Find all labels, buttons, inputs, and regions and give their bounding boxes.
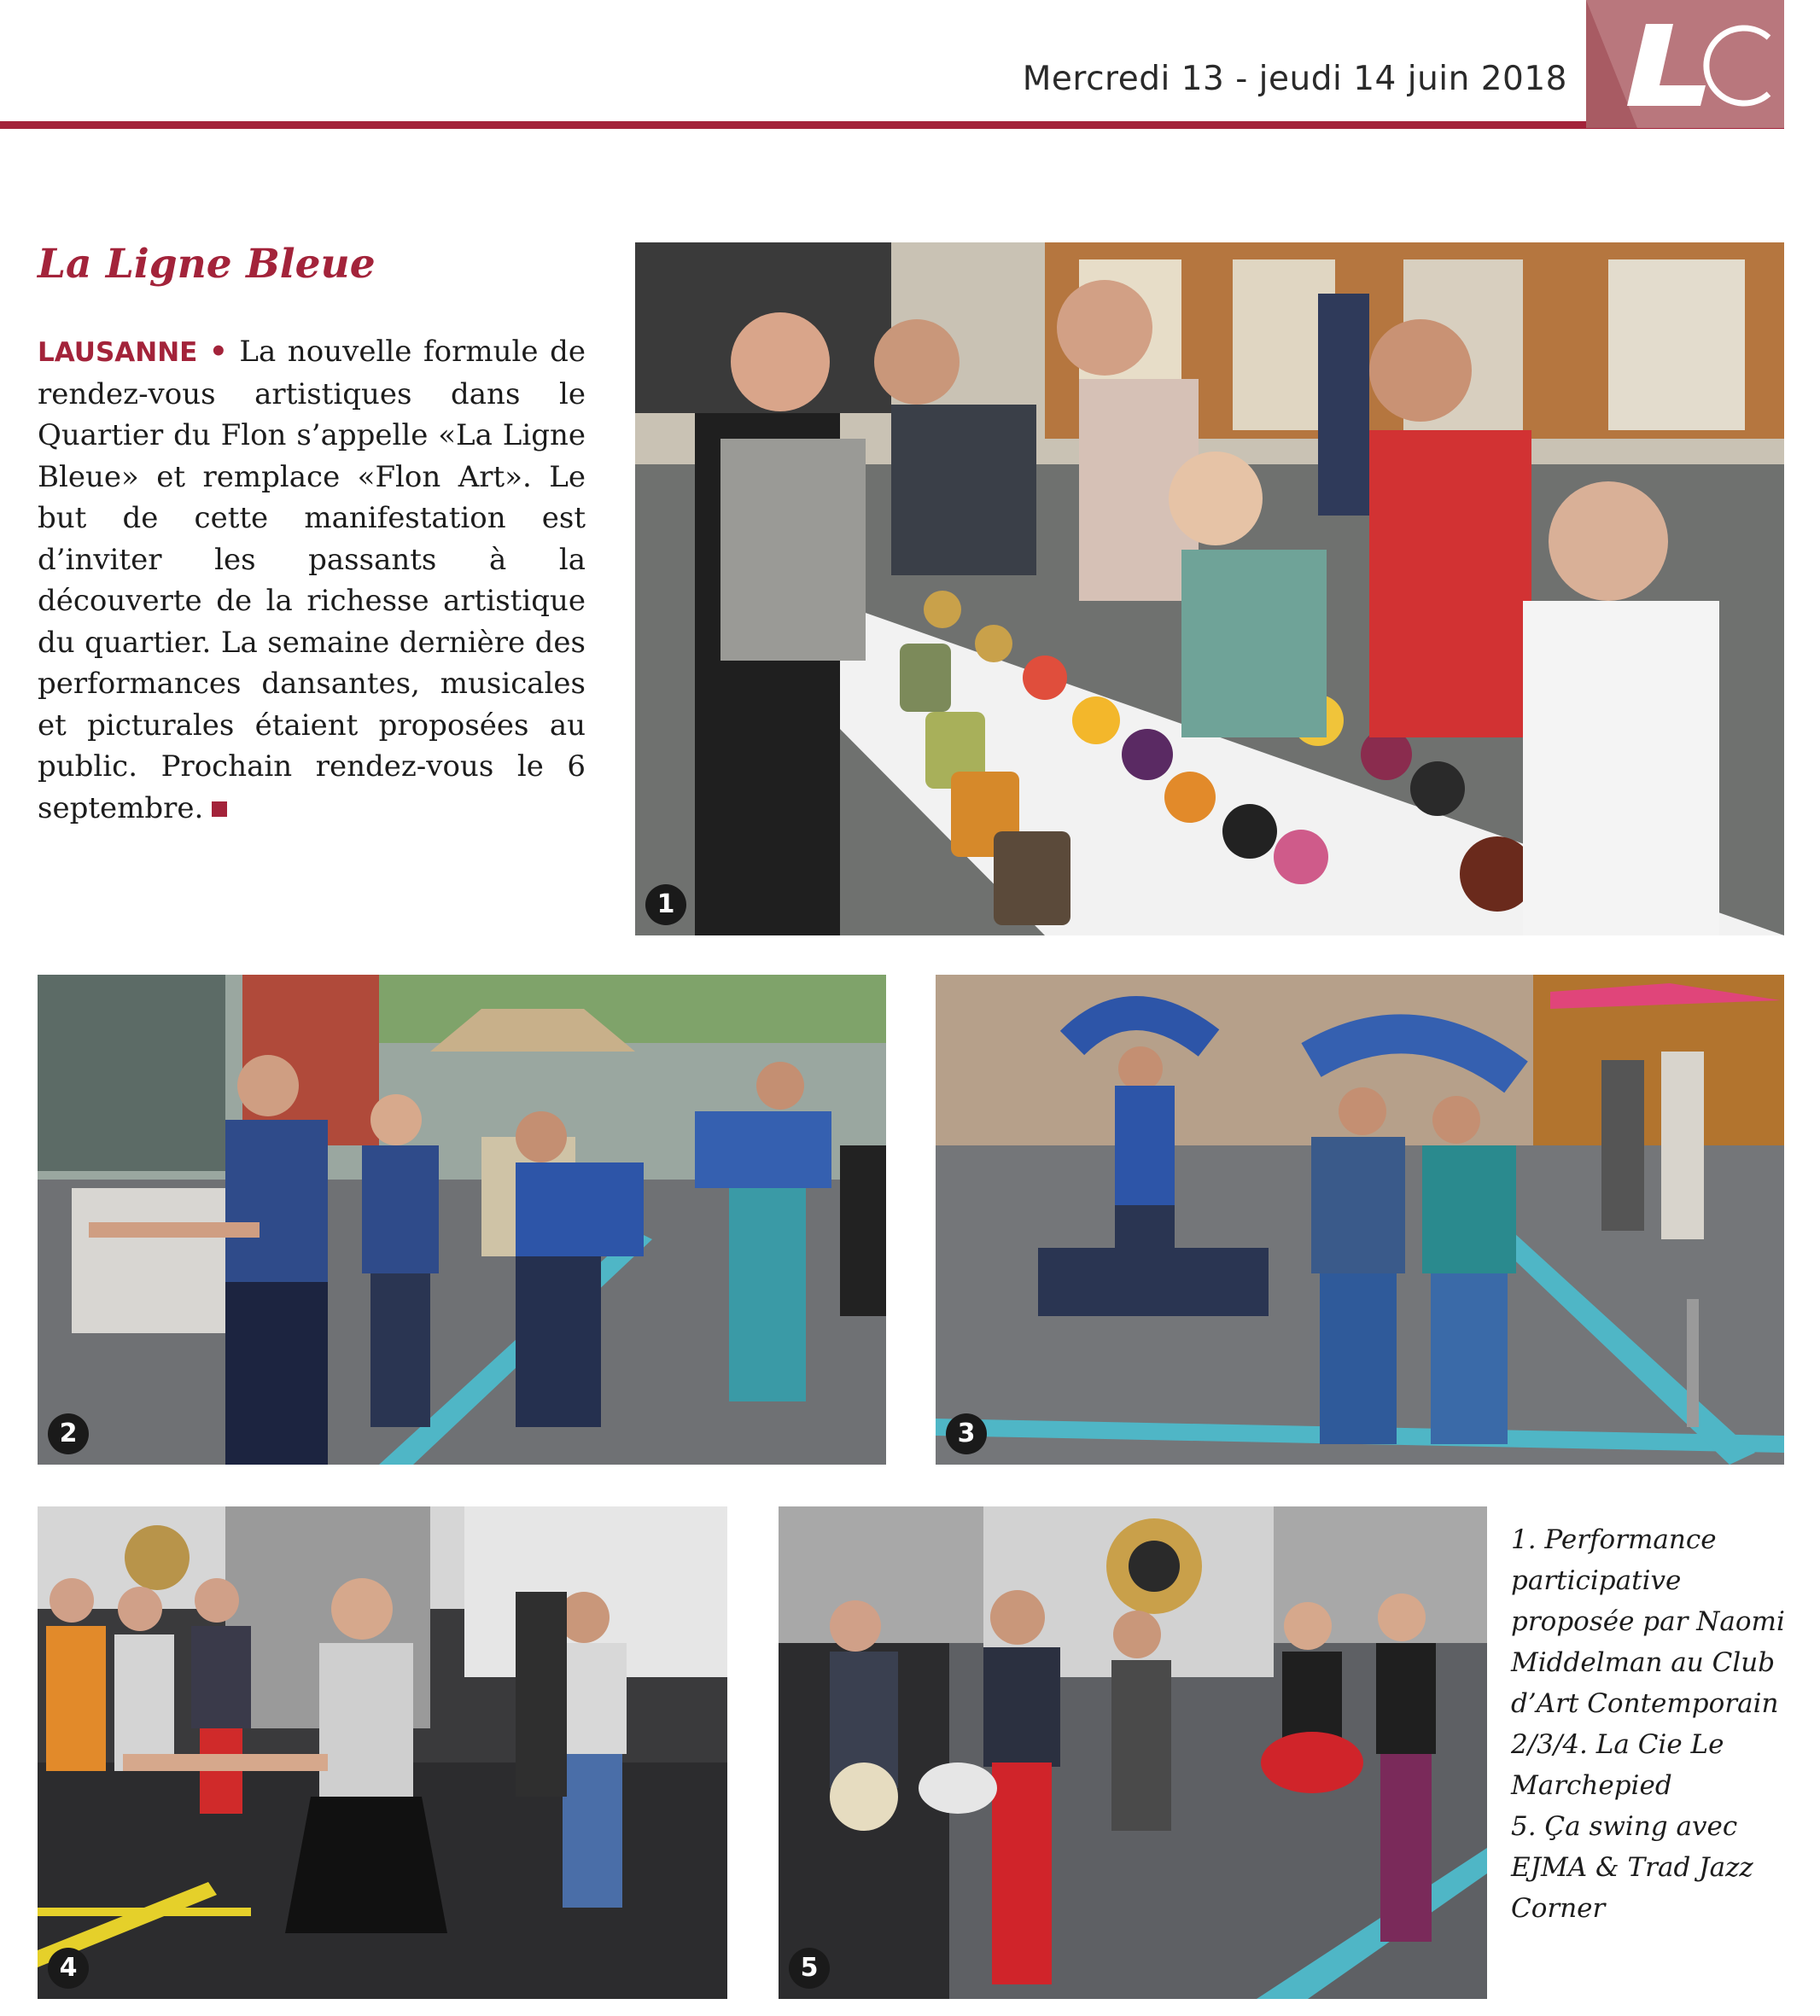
photo-number-badge: 4 — [48, 1948, 89, 1989]
photo-caption — [1511, 1519, 1793, 1929]
photo-number-badge: 2 — [48, 1413, 89, 1454]
photo-swing-dance-1 — [38, 1506, 727, 1999]
caption-line: 5. Ça swing avec EJMA & Trad Jazz Corner — [1511, 1811, 1753, 1924]
end-of-article-mark — [212, 801, 227, 817]
photo-painting-performance — [635, 242, 1784, 935]
header-rule — [0, 121, 1784, 129]
photo-dance-performance-2 — [936, 975, 1784, 1465]
dateline-separator: • — [209, 335, 228, 369]
photo-dance-performance-1 — [38, 975, 886, 1465]
caption-line: 2/3/4. La Cie Le Marchepied — [1511, 1729, 1724, 1801]
photo-number-badge: 5 — [789, 1948, 830, 1989]
caption-line: 1. Performance participative proposée par Naomi Middelman au Club d’Art Contemporain — [1511, 1524, 1785, 1719]
photo-number-badge: 1 — [645, 884, 686, 925]
publication-logo[interactable] — [1586, 0, 1784, 128]
photo-number-badge: 3 — [946, 1413, 987, 1454]
photo-swing-dance-2 — [779, 1506, 1487, 1999]
article-body-text: La nouvelle formule de rendez-vous artistiques dans le Quartier du Flon s’appelle «La Ligne Bleue» et remplace «Flon Art». Le but de cette manifestation est d’inviter les passants à la découverte de la richesse artistique du quartier. La semaine dernière des performances dansantes, musicales et picturales étaient proposées au public. Prochain rendez-vous le 6 septembre. — [38, 335, 586, 825]
article-body — [38, 331, 586, 829]
dateline: LAUSANNE — [38, 337, 198, 368]
issue-date: Mercredi 13 - jeudi 14 juin 2018 — [1022, 60, 1567, 98]
article-title: La Ligne Bleue — [38, 241, 376, 288]
